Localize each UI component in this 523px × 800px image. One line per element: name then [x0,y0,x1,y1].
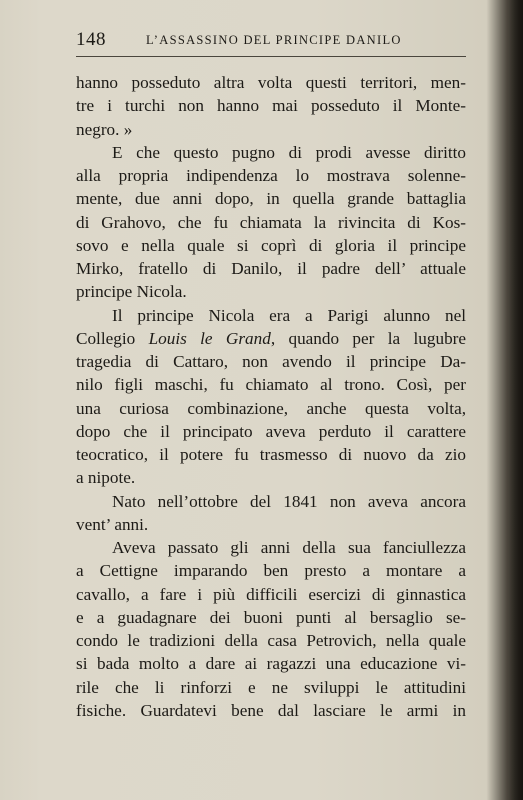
text-fragment: Collegio [76,328,149,348]
text-line: fisiche. Guardatevi bene dal lasciare le armi in [76,700,466,720]
text-line: vent’ anni. [76,514,149,534]
text-line: condo le tradizioni della casa Petrovich, nella quale [76,631,466,650]
italic-title: Louis le Grand [148,328,271,348]
header-rule [76,56,466,57]
text-line: negro. » [76,119,133,139]
text-line: Il principe Nicola era a Parigi alunno nel [112,305,466,325]
text-line: una curiosa combinazione, anche questa volta, [76,398,466,418]
text-line: a Cettigne imparando ben presto a montare a [76,561,466,581]
text-fragment: , quando per la lugubre [270,328,467,348]
text-line: alla propria indipendenza lo mostrava solenne- [76,166,466,185]
text-line: sovo e nella quale si coprì di gloria il principe [76,235,466,255]
text-line: principe Nicola. [76,282,187,302]
text-line: cavallo, a fare i più difficili esercizi di ginnastica [76,584,466,604]
text-line: rile che li rinforzi e ne sviluppi le attitudini [76,677,466,697]
text-line: E che questo pugno di prodi avesse diritto [112,142,466,162]
text-line: Nato nell’ottobre del 1841 non aveva ancora [112,491,466,511]
text-line: Mirko, fratello di Danilo, il padre dell’ attuale [76,259,466,278]
text-line: Aveva passato gli anni della sua fanciullezza [112,538,466,557]
text-line: a nipote. [76,468,136,488]
text-line: e a guadagnare dei buoni punti al bersaglio se- [76,607,466,627]
text-line: hanno posseduto altra volta questi territori, men- [76,73,466,92]
text-line: di Grahovo, che fu chiamata la rivincita di Kos- [76,212,466,232]
body-text [76,71,466,722]
text-line: teocratico, il potere fu trasmesso di nuovo da zio [76,445,466,464]
page-number: 148 [76,29,106,50]
text-line: tragedia di Cattaro, non avendo il principe Da- [76,352,466,371]
text-line: nilo figli maschi, fu chiamato al trono. Così, per [76,375,466,395]
running-title: L’ASSASSINO DEL PRINCIPE DANILO [146,33,402,47]
text-line: dopo che il principato aveva perduto il carattere [76,421,466,441]
page-header [76,29,466,55]
text-line: mente, due anni dopo, in quella grande battaglia [76,189,466,209]
text-line: si bada molto a dare ai ragazzi una educazione vi- [76,654,466,674]
page-edge-shadow [509,0,523,800]
text-line [76,327,466,350]
text-line: tre i turchi non hanno mai posseduto il Monte- [76,96,466,116]
